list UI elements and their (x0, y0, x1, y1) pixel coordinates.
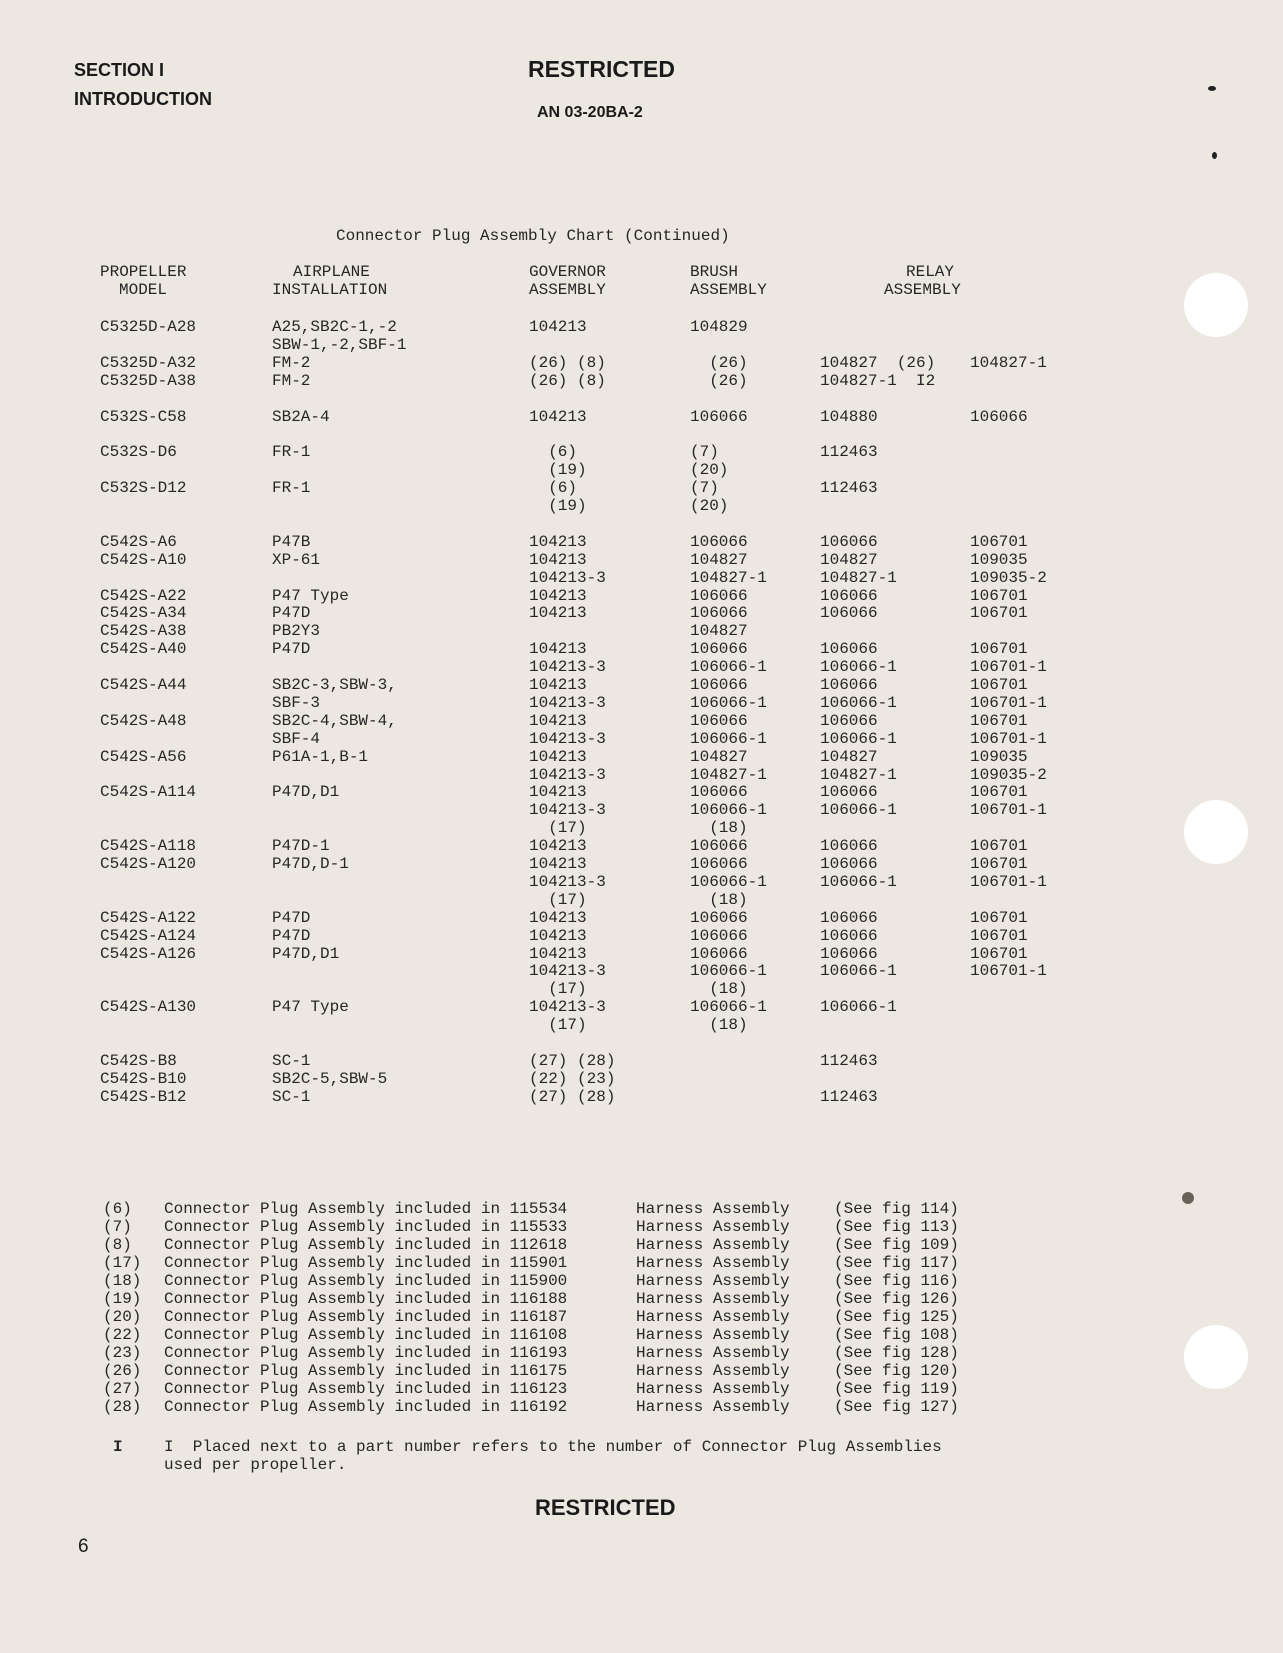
governor-assembly-cell: 104213 (529, 586, 587, 605)
brush-assembly-cell: 106066 (690, 944, 748, 963)
governor-assembly-cell: 104213-3 (529, 801, 606, 820)
propeller-model-cell: C532S-D12 (100, 479, 187, 498)
relay-assembly-alt-cell: 106701-1 (970, 801, 1047, 820)
propeller-model-cell: C542S-A126 (100, 944, 197, 963)
footnote-figure-ref: (See fig 126) (834, 1290, 959, 1308)
brush-assembly-cell: (7) (690, 479, 719, 498)
relay-assembly-alt-cell: 109035 (970, 747, 1028, 766)
airplane-installation-cell: A25,SB2C-1,-2 (272, 318, 397, 336)
footnote-figure-ref: (See fig 117) (834, 1254, 959, 1272)
footnote-text: Connector Plug Assembly included in 115900 (164, 1272, 568, 1290)
governor-assembly-cell: 104213 (529, 855, 587, 873)
header-airplane-2: INSTALLATION (272, 281, 388, 299)
brush-assembly-cell: 106066-1 (690, 658, 767, 677)
governor-assembly-cell: 104213-3 (529, 998, 606, 1017)
governor-assembly-cell: (17) (529, 980, 587, 999)
airplane-installation-cell: P47B (272, 532, 311, 551)
brush-assembly-cell: (26) (690, 353, 748, 372)
governor-assembly-cell: 104213 (529, 783, 587, 802)
relay-assembly-alt-cell: 106701 (970, 926, 1028, 945)
footnote-ref: (19) (103, 1290, 142, 1308)
brush-assembly-cell: (20) (690, 461, 729, 480)
propeller-model-cell: C542S-A130 (100, 998, 197, 1017)
brush-assembly-cell: 104827 (690, 550, 748, 569)
brush-assembly-cell: 106066-1 (690, 962, 767, 981)
propeller-model-cell: C542S-A34 (100, 604, 187, 623)
governor-assembly-cell: 104213-3 (529, 729, 606, 748)
brush-assembly-cell: (20) (690, 497, 729, 515)
footnote-ref: (18) (103, 1272, 142, 1290)
relay-assembly-cell: 106066 (820, 908, 878, 927)
relay-assembly-alt-cell: 106066 (970, 407, 1028, 426)
footnote-harness: Harness Assembly (636, 1236, 790, 1254)
brush-assembly-cell: (18) (690, 980, 748, 999)
brush-assembly-cell: 106066 (690, 532, 748, 551)
airplane-installation-cell: P47D,D1 (272, 944, 340, 963)
relay-assembly-cell: 112463 (820, 479, 878, 498)
governor-assembly-cell: 104213 (529, 604, 587, 623)
airplane-installation-cell: P47D,D-1 (272, 855, 349, 873)
governor-assembly-cell: 104213 (529, 676, 587, 694)
governor-assembly-cell: (17) (529, 1016, 587, 1035)
relay-assembly-cell: 106066-1 (820, 658, 897, 677)
airplane-installation-cell: SB2C-5,SBW-5 (272, 1069, 388, 1088)
relay-assembly-alt-cell: 106701 (970, 944, 1028, 963)
governor-assembly-cell: 104213-3 (529, 693, 606, 712)
brush-assembly-cell: 104827 (690, 622, 748, 641)
relay-assembly-alt-cell: 106701 (970, 676, 1028, 694)
footnote-text: Connector Plug Assembly included in 115901 (164, 1254, 568, 1272)
governor-assembly-cell: 104213 (529, 926, 587, 945)
brush-assembly-cell: 106066 (690, 783, 748, 802)
classification-top: RESTRICTED (528, 56, 675, 82)
airplane-installation-cell: SC-1 (272, 1087, 311, 1106)
governor-assembly-cell: 104213 (529, 908, 587, 927)
propeller-model-cell: C532S-C58 (100, 407, 187, 426)
footnote-figure-ref: (See fig 125) (834, 1308, 959, 1326)
footnote-figure-ref: (See fig 120) (834, 1362, 959, 1380)
relay-assembly-cell: 106066 (820, 944, 878, 963)
relay-assembly-alt-cell: 106701-1 (970, 658, 1047, 677)
footnote-figure-ref: (See fig 108) (834, 1326, 959, 1344)
governor-assembly-cell: 104213 (529, 837, 587, 856)
relay-assembly-alt-cell: 109035-2 (970, 568, 1047, 587)
governor-assembly-cell: 104213-3 (529, 962, 606, 981)
relay-assembly-cell: 104827 (820, 550, 878, 569)
airplane-installation-cell: P47D (272, 640, 311, 659)
governor-assembly-cell: 104213-3 (529, 872, 606, 891)
propeller-model-cell: C532S-D6 (100, 443, 177, 462)
airplane-installation-cell: P47D (272, 926, 311, 945)
brush-assembly-cell: 106066 (690, 926, 748, 945)
relay-assembly-cell: 104827 (26) (820, 353, 936, 372)
footnote-text: Connector Plug Assembly included in 112618 (164, 1236, 568, 1254)
footnote-harness: Harness Assembly (636, 1308, 790, 1326)
governor-assembly-cell: (19) (529, 497, 587, 515)
airplane-installation-cell: SB2A-4 (272, 407, 330, 426)
header-governor-2: ASSEMBLY (529, 281, 606, 299)
footnote-harness: Harness Assembly (636, 1272, 790, 1290)
airplane-installation-cell: SBF-3 (272, 693, 321, 712)
footnote-harness: Harness Assembly (636, 1200, 790, 1218)
footnote-figure-ref: (See fig 113) (834, 1218, 959, 1236)
header-governor-1: GOVERNOR (529, 263, 606, 281)
footnote-text: Connector Plug Assembly included in 115533 (164, 1218, 568, 1236)
governor-assembly-cell: 104213 (529, 550, 587, 569)
relay-assembly-cell: 106066 (820, 837, 878, 856)
footnote-ref: (22) (103, 1326, 142, 1344)
footnote-ref: (17) (103, 1254, 142, 1272)
governor-assembly-cell: 104213 (529, 640, 587, 659)
airplane-installation-cell: FM-2 (272, 371, 311, 390)
brush-assembly-cell: 106066-1 (690, 693, 767, 712)
brush-assembly-cell: 104827-1 (690, 568, 767, 587)
airplane-installation-cell: PB2Y3 (272, 622, 321, 641)
governor-assembly-cell: 104213 (529, 318, 587, 336)
relay-assembly-cell: 106066 (820, 532, 878, 551)
brush-assembly-cell: 106066 (690, 586, 748, 605)
relay-assembly-cell: 106066 (820, 676, 878, 694)
relay-assembly-cell: 106066-1 (820, 729, 897, 748)
governor-assembly-cell: (26) (8) (529, 371, 606, 390)
chart-title: Connector Plug Assembly Chart (Continued) (336, 227, 730, 245)
relay-assembly-alt-cell: 106701 (970, 837, 1028, 856)
relay-assembly-cell: 106066 (820, 586, 878, 605)
propeller-model-cell: C542S-A48 (100, 711, 187, 730)
governor-assembly-cell: 104213-3 (529, 568, 606, 587)
footnote-harness: Harness Assembly (636, 1254, 790, 1272)
relay-assembly-cell: 106066 (820, 640, 878, 659)
header-propeller-1: PROPELLER (100, 263, 187, 281)
governor-assembly-cell: (27) (28) (529, 1051, 616, 1070)
page-number: 6 (78, 1536, 89, 1557)
relay-assembly-cell: 106066 (820, 783, 878, 802)
footnote-ref: (23) (103, 1344, 142, 1362)
header-relay-1: RELAY (906, 263, 955, 281)
propeller-model-cell: C542S-A38 (100, 622, 187, 641)
footnote-text: Connector Plug Assembly included in 116192 (164, 1398, 568, 1416)
brush-assembly-cell: 106066 (690, 676, 748, 694)
propeller-model-cell: C542S-A122 (100, 908, 197, 927)
governor-assembly-cell: (26) (8) (529, 353, 606, 372)
relay-assembly-alt-cell: 106701-1 (970, 872, 1047, 891)
governor-assembly-cell: 104213 (529, 944, 587, 963)
governor-assembly-cell: 104213 (529, 747, 587, 766)
airplane-installation-cell: P47D (272, 908, 311, 927)
governor-assembly-cell: 104213 (529, 711, 587, 730)
propeller-model-cell: C5325D-A28 (100, 318, 197, 336)
airplane-installation-cell: SB2C-3,SBW-3, (272, 676, 397, 694)
footnote-ref: (7) (103, 1218, 132, 1236)
footnote-figure-ref: (See fig 116) (834, 1272, 959, 1290)
brush-assembly-cell: (7) (690, 443, 719, 462)
airplane-installation-cell: SB2C-4,SBW-4, (272, 711, 397, 730)
relay-assembly-cell: 104827-1 (820, 568, 897, 587)
footnote-text: Connector Plug Assembly included in 116175 (164, 1362, 568, 1380)
header-airplane-1: AIRPLANE (293, 263, 370, 281)
relay-assembly-cell: 104827 (820, 747, 878, 766)
propeller-model-cell: C542S-B8 (100, 1051, 177, 1070)
footnote-harness: Harness Assembly (636, 1290, 790, 1308)
section-title: INTRODUCTION (74, 89, 212, 109)
header-propeller-2: MODEL (119, 281, 168, 299)
relay-assembly-cell: 106066 (820, 926, 878, 945)
relay-assembly-alt-cell: 106701-1 (970, 962, 1047, 981)
relay-assembly-cell: 112463 (820, 1087, 878, 1106)
brush-assembly-cell: 106066-1 (690, 998, 767, 1017)
document-number: AN 03-20BA-2 (537, 104, 643, 121)
airplane-installation-cell: P47D-1 (272, 837, 330, 856)
footnote-harness: Harness Assembly (636, 1218, 790, 1236)
governor-assembly-cell: (17) (529, 890, 587, 909)
relay-assembly-alt-cell: 106701 (970, 711, 1028, 730)
brush-assembly-cell: (18) (690, 819, 748, 838)
footnote-ref: (27) (103, 1380, 142, 1398)
brush-assembly-cell: 106066 (690, 837, 748, 856)
governor-assembly-cell: (6) (529, 479, 578, 498)
governor-assembly-cell: 104213-3 (529, 658, 606, 677)
propeller-model-cell: C542S-A120 (100, 855, 197, 873)
footnote-text: Connector Plug Assembly included in 116188 (164, 1290, 568, 1308)
footnote-text: Connector Plug Assembly included in 115534 (164, 1200, 568, 1218)
relay-assembly-cell: 104827-1 (820, 765, 897, 784)
relay-assembly-alt-cell: 106701 (970, 604, 1028, 623)
governor-assembly-cell: (6) (529, 443, 578, 462)
header-brush-1: BRUSH (690, 263, 739, 281)
symbol-note-line-1: I Placed next to a part number refers to the number of Connector Plug Assemblies (164, 1438, 942, 1456)
classification-bottom: RESTRICTED (535, 1495, 676, 1520)
footnote-ref: (6) (103, 1200, 132, 1218)
section-label: SECTION I (74, 60, 165, 80)
propeller-model-cell: C5325D-A32 (100, 353, 197, 372)
footnote-text: Connector Plug Assembly included in 116108 (164, 1326, 568, 1344)
footnote-harness: Harness Assembly (636, 1398, 790, 1416)
propeller-model-cell: C542S-A40 (100, 640, 187, 659)
airplane-installation-cell: P47D,D1 (272, 783, 340, 802)
footnote-harness: Harness Assembly (636, 1362, 790, 1380)
airplane-installation-cell: P47D (272, 604, 311, 623)
governor-assembly-cell: (27) (28) (529, 1087, 616, 1106)
governor-assembly-cell: 104213 (529, 407, 587, 426)
footnote-ref: (8) (103, 1236, 132, 1254)
footnote-text: Connector Plug Assembly included in 116193 (164, 1344, 568, 1362)
relay-assembly-cell: 106066 (820, 604, 878, 623)
relay-assembly-cell: 106066-1 (820, 962, 897, 981)
relay-assembly-cell: 106066-1 (820, 693, 897, 712)
propeller-model-cell: C542S-A118 (100, 837, 197, 856)
brush-assembly-cell: 106066 (690, 640, 748, 659)
brush-assembly-cell: 104827 (690, 747, 748, 766)
governor-assembly-cell: (17) (529, 819, 587, 838)
airplane-installation-cell: FM-2 (272, 353, 311, 372)
brush-assembly-cell: (18) (690, 890, 748, 909)
relay-assembly-alt-cell: 109035 (970, 550, 1028, 569)
relay-assembly-cell: 112463 (820, 443, 878, 462)
footnote-figure-ref: (See fig 114) (834, 1200, 959, 1218)
propeller-model-cell: C5325D-A38 (100, 371, 197, 390)
symbol-note-marker: I (113, 1438, 123, 1456)
brush-assembly-cell: 106066 (690, 407, 748, 426)
footnote-ref: (28) (103, 1398, 142, 1416)
airplane-installation-cell: P61A-1,B-1 (272, 747, 369, 766)
header-relay-2: ASSEMBLY (884, 281, 961, 299)
airplane-installation-cell: FR-1 (272, 479, 311, 498)
footnote-figure-ref: (See fig 119) (834, 1380, 959, 1398)
brush-assembly-cell: 106066-1 (690, 801, 767, 820)
relay-assembly-alt-cell: 106701 (970, 640, 1028, 659)
brush-assembly-cell: 106066-1 (690, 729, 767, 748)
footnote-ref: (20) (103, 1308, 142, 1326)
governor-assembly-cell: 104213-3 (529, 765, 606, 784)
relay-assembly-cell: 104880 (820, 407, 878, 426)
propeller-model-cell: C542S-B12 (100, 1087, 187, 1106)
footnote-figure-ref: (See fig 127) (834, 1398, 959, 1416)
footnote-harness: Harness Assembly (636, 1326, 790, 1344)
propeller-model-cell: C542S-A124 (100, 926, 197, 945)
airplane-installation-cell: P47 Type (272, 586, 349, 605)
footnote-text: Connector Plug Assembly included in 116187 (164, 1308, 568, 1326)
relay-assembly-alt-cell: 104827-1 (970, 353, 1047, 372)
brush-assembly-cell: 104827-1 (690, 765, 767, 784)
governor-assembly-cell: (19) (529, 461, 587, 480)
relay-assembly-cell: 112463 (820, 1051, 878, 1070)
relay-assembly-alt-cell: 106701 (970, 586, 1028, 605)
relay-assembly-alt-cell: 106701 (970, 855, 1028, 873)
brush-assembly-cell: 106066 (690, 604, 748, 623)
brush-assembly-cell: (26) (690, 371, 748, 390)
relay-assembly-cell: 106066-1 (820, 801, 897, 820)
propeller-model-cell: C542S-B10 (100, 1069, 187, 1088)
relay-assembly-alt-cell: 106701-1 (970, 729, 1047, 748)
brush-assembly-cell: 104829 (690, 318, 748, 336)
brush-assembly-cell: 106066 (690, 855, 748, 873)
footnote-harness: Harness Assembly (636, 1380, 790, 1398)
relay-assembly-alt-cell: 106701 (970, 783, 1028, 802)
airplane-installation-cell: FR-1 (272, 443, 311, 462)
governor-assembly-cell: (22) (23) (529, 1069, 616, 1088)
symbol-note-line-2: used per propeller. (164, 1456, 347, 1474)
airplane-installation-cell: XP-61 (272, 550, 321, 569)
relay-assembly-cell: 104827-1 I2 (820, 371, 936, 390)
airplane-installation-cell: SBW-1,-2,SBF-1 (272, 335, 407, 354)
relay-assembly-cell: 106066 (820, 711, 878, 730)
relay-assembly-cell: 106066-1 (820, 998, 897, 1017)
propeller-model-cell: C542S-A22 (100, 586, 187, 605)
footnote-ref: (26) (103, 1362, 142, 1380)
relay-assembly-alt-cell: 106701 (970, 532, 1028, 551)
propeller-model-cell: C542S-A56 (100, 747, 187, 766)
footnote-figure-ref: (See fig 109) (834, 1236, 959, 1254)
governor-assembly-cell: 104213 (529, 532, 587, 551)
airplane-installation-cell: P47 Type (272, 998, 349, 1017)
airplane-installation-cell: SC-1 (272, 1051, 311, 1070)
footnote-harness: Harness Assembly (636, 1344, 790, 1362)
relay-assembly-cell: 106066-1 (820, 872, 897, 891)
relay-assembly-alt-cell: 109035-2 (970, 765, 1047, 784)
propeller-model-cell: C542S-A44 (100, 676, 187, 694)
footnote-text: Connector Plug Assembly included in 116123 (164, 1380, 568, 1398)
brush-assembly-cell: 106066 (690, 711, 748, 730)
propeller-model-cell: C542S-A10 (100, 550, 187, 569)
footnote-figure-ref: (See fig 128) (834, 1344, 959, 1362)
propeller-model-cell: C542S-A6 (100, 532, 177, 551)
propeller-model-cell: C542S-A114 (100, 783, 197, 802)
relay-assembly-alt-cell: 106701-1 (970, 693, 1047, 712)
relay-assembly-alt-cell: 106701 (970, 908, 1028, 927)
brush-assembly-cell: (18) (690, 1016, 748, 1035)
brush-assembly-cell: 106066 (690, 908, 748, 927)
relay-assembly-cell: 106066 (820, 855, 878, 873)
airplane-installation-cell: SBF-4 (272, 729, 321, 748)
brush-assembly-cell: 106066-1 (690, 872, 767, 891)
header-brush-2: ASSEMBLY (690, 281, 767, 299)
